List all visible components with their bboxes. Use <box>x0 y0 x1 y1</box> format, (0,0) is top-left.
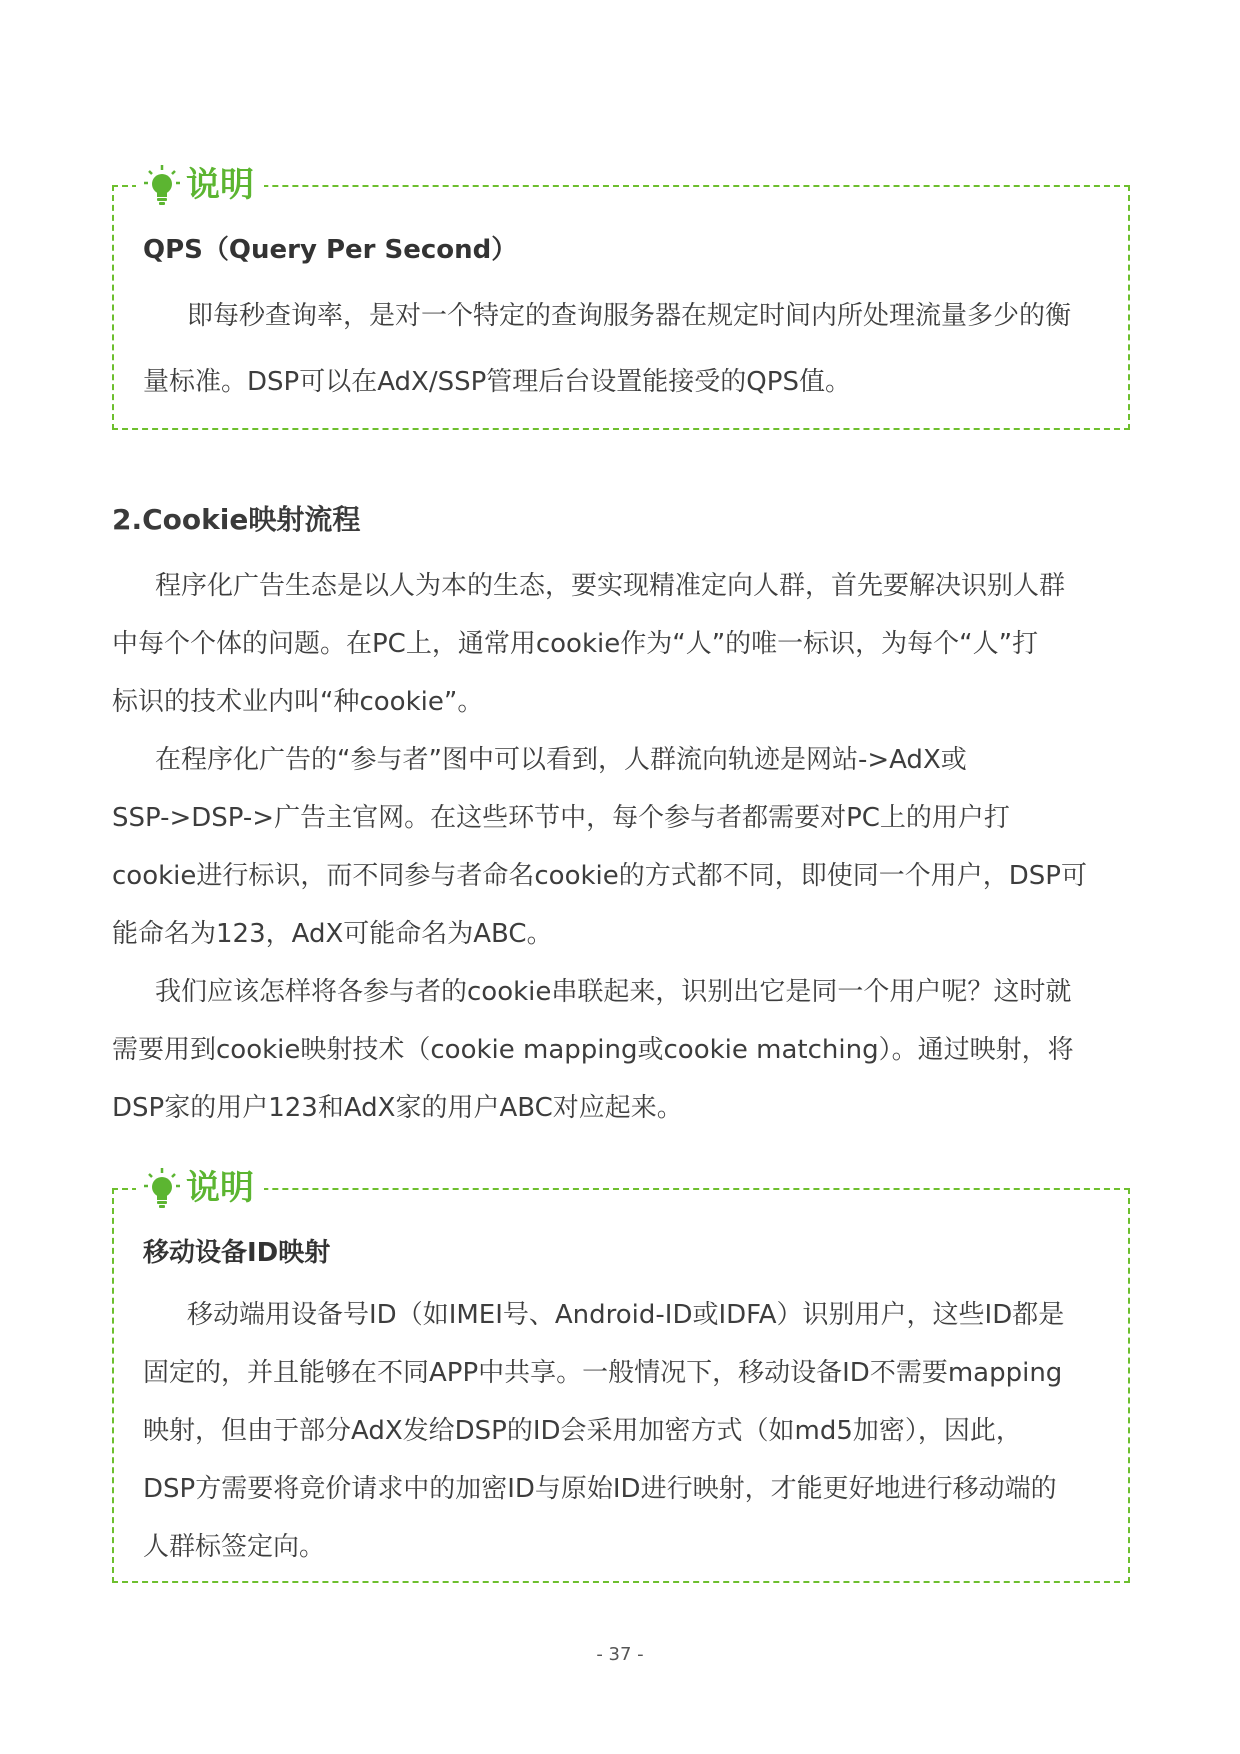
note-paragraph-line: 量标准。DSP可以在AdX/SSP管理后台设置能接受的QPS值。 <box>143 367 851 397</box>
body-line: 程序化广告生态是以人为本的生态，要实现精准定向人群，首先要解决识别人群 <box>155 571 1066 601</box>
body-line: 在程序化广告的“参与者”图中可以看到，人群流向轨迹是网站->AdX或 <box>155 745 967 775</box>
body-line: 中每个个体的问题。在PC上，通常用cookie作为“人”的唯一标识，为每个“人”打 <box>112 629 1039 659</box>
note-title: 说明 <box>186 165 254 205</box>
note-box-qps <box>112 165 1130 430</box>
body-line: cookie进行标识，而不同参与者命名cookie的方式都不同，即使同一个用户，DSP可 <box>112 861 1087 891</box>
section-heading: 2.Cookie映射流程 <box>112 503 361 536</box>
note-paragraph-line: 映射，但由于部分AdX发给DSP的ID会采用加密方式（如md5加密），因此， <box>143 1416 1022 1446</box>
body-line: 我们应该怎样将各参与者的cookie串联起来，识别出它是同一个用户呢？这时就 <box>155 977 1072 1007</box>
note-box-mobile-id <box>112 1168 1130 1583</box>
note-header <box>136 1166 264 1210</box>
note-paragraph-line: 固定的，并且能够在不同APP中共享。一般情况下，移动设备ID不需要mapping <box>143 1358 1063 1388</box>
body-line: SSP->DSP->广告主官网。在这些环节中，每个参与者都需要对PC上的用户打 <box>112 803 1010 833</box>
body-line: 能命名为123，AdX可能命名为ABC。 <box>112 919 553 949</box>
body-line: DSP家的用户123和AdX家的用户ABC对应起来。 <box>112 1093 683 1123</box>
body-line: 标识的技术业内叫“种cookie”。 <box>112 687 484 717</box>
note-paragraph-line: 人群标签定向。 <box>143 1532 326 1562</box>
page-number: - 37 - <box>596 1644 644 1665</box>
note-title: 说明 <box>186 1168 254 1208</box>
body-line: 需要用到cookie映射技术（cookie mapping或cookie matching）。通过映射，将 <box>112 1035 1074 1065</box>
note-paragraph-line: 移动端用设备号ID（如IMEI号、Android-ID或IDFA）识别用户，这些ID都是 <box>187 1300 1065 1330</box>
lightbulb-icon <box>142 1166 182 1210</box>
lightbulb-icon <box>142 163 182 207</box>
note-header <box>136 163 264 207</box>
note-paragraph-line: DSP方需要将竞价请求中的加密ID与原始ID进行映射，才能更好地进行移动端的 <box>143 1474 1057 1504</box>
note-subtitle: 移动设备ID映射 <box>143 1238 331 1268</box>
note-subtitle: QPS（Query Per Second） <box>143 235 518 265</box>
note-paragraph-line: 即每秒查询率，是对一个特定的查询服务器在规定时间内所处理流量多少的衡 <box>187 301 1072 331</box>
